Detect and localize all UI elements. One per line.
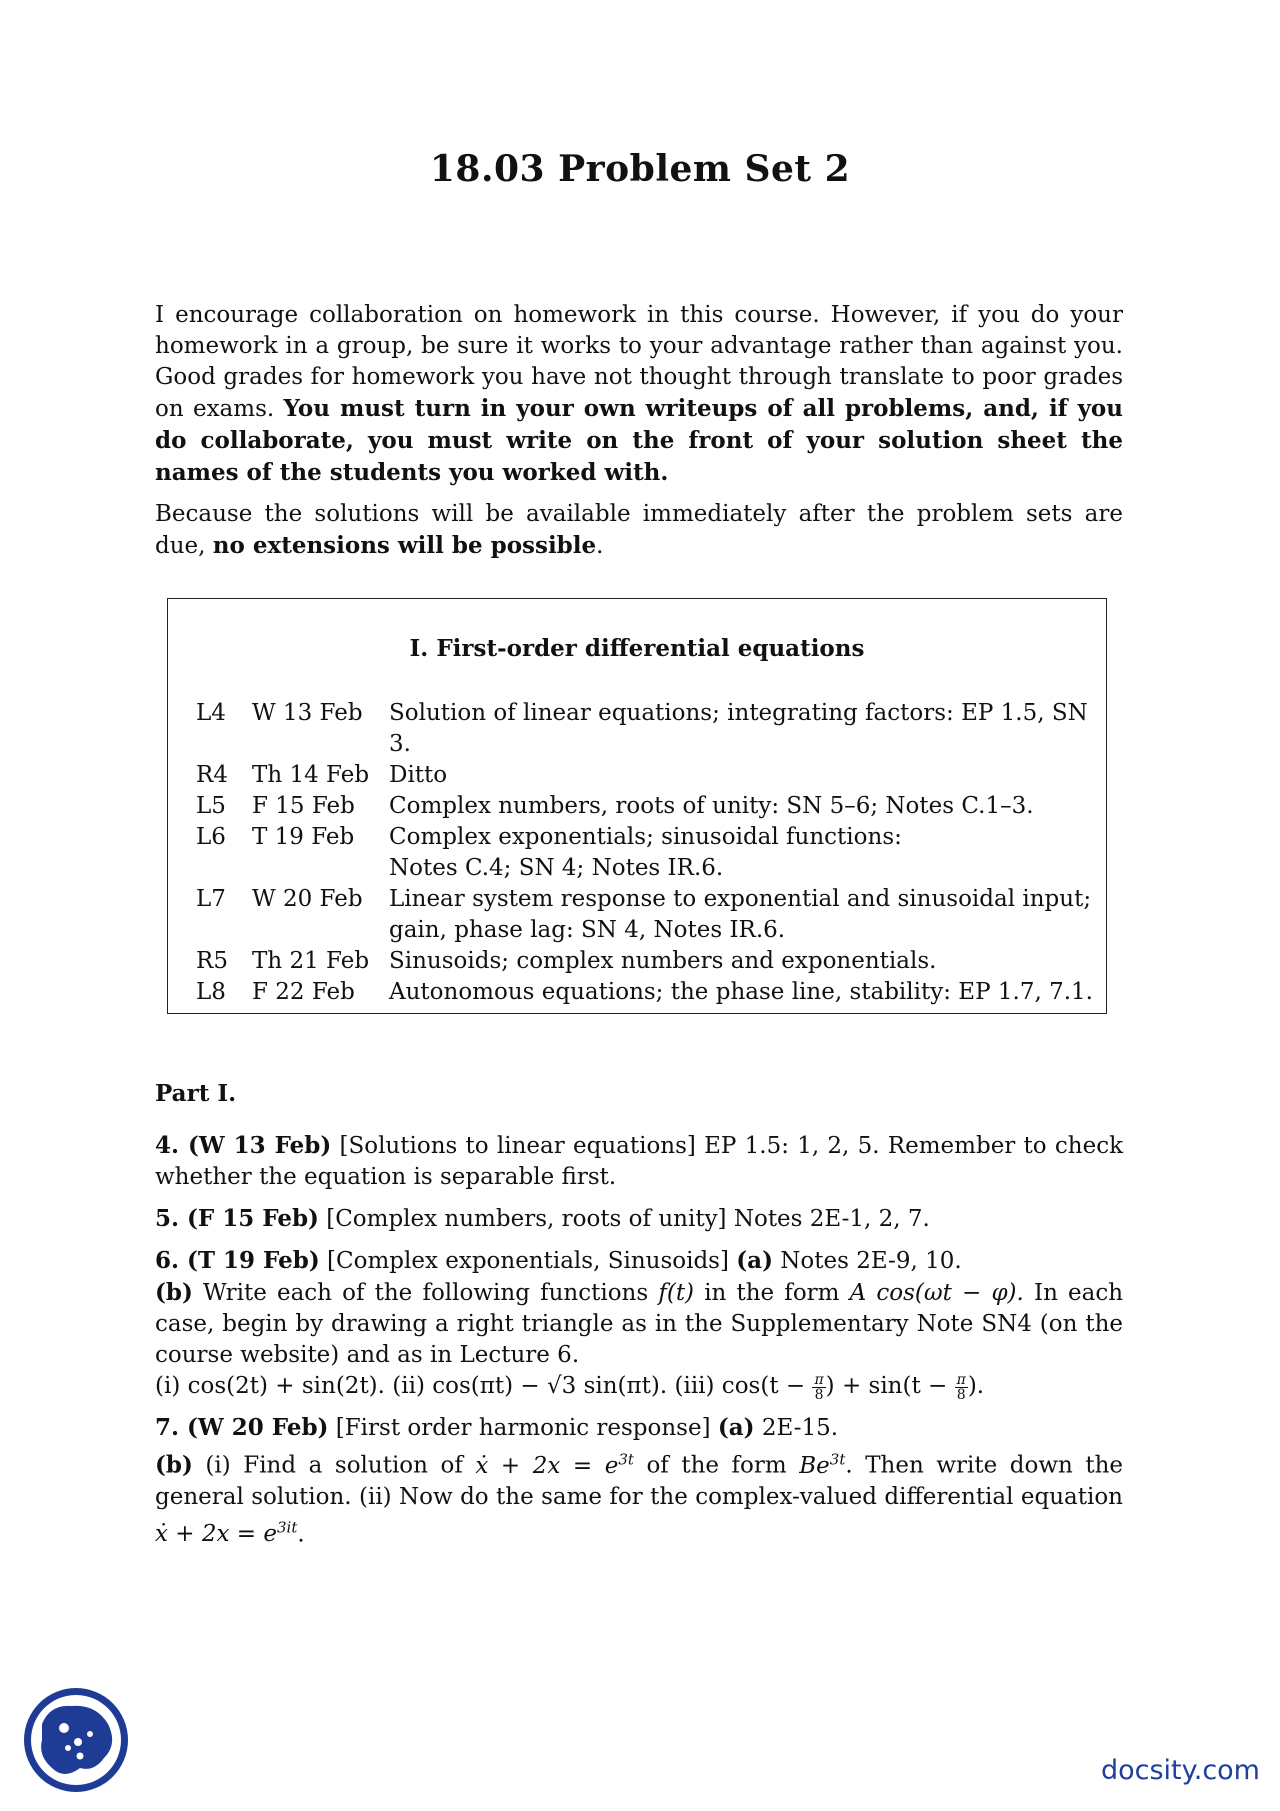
schedule-row	[196, 977, 1106, 1008]
problem-7-b-1: (i) Find a solution of	[205, 1452, 463, 1479]
schedule-date: F 15 Feb	[252, 793, 355, 819]
problem-4-head: 4. (W 13 Feb)	[155, 1132, 332, 1159]
part-heading: Part I.	[155, 1080, 237, 1107]
schedule-date: W 13 Feb	[252, 700, 363, 726]
problem-5	[155, 1203, 1123, 1235]
schedule-topic: Solution of linear equations; integrating factors: EP 1.5, SN 3.	[389, 700, 1088, 757]
schedule-row	[196, 760, 1106, 791]
problem-6-a-text: Notes 2E-9, 10.	[780, 1248, 962, 1274]
problem-7-eq1: ẋ + $2x = e^{3t}$	[475, 1450, 634, 1479]
intro-paragraph-2	[155, 499, 1123, 562]
schedule-date: T 19 Feb	[252, 824, 355, 850]
intro-p2-text: Because the solutions will be available immediately after the problem sets are due,	[155, 501, 1123, 559]
schedule-code: L7	[196, 886, 226, 912]
problem-6-iii-mid: ) + sin(t −	[825, 1373, 948, 1399]
problem-7-head: 7. (W 20 Feb)	[155, 1414, 329, 1441]
schedule-row	[196, 884, 1106, 946]
fraction-pi-over-8: $\frac{\pi}{8}$	[814, 1371, 824, 1403]
schedule-date: F 22 Feb	[252, 979, 355, 1005]
problem-7-b-2: of the form	[646, 1452, 787, 1479]
docsity-brand-link[interactable]: docsity.com	[1100, 1755, 1260, 1786]
intro-p2-bold: no extensions will be possible	[212, 532, 597, 559]
problem-7-b-label: (b)	[155, 1451, 193, 1479]
problem-6-b-ft: f(t)	[658, 1280, 695, 1306]
problem-6-iii-pre: (iii) cos(t −	[674, 1373, 806, 1399]
schedule-code: L5	[196, 793, 226, 819]
problem-6-i: (i) cos(2t) + sin(2t).	[155, 1373, 385, 1399]
schedule-code: L4	[196, 700, 226, 726]
problem-7-a-text: 2E-15.	[761, 1415, 839, 1441]
schedule-topic: Sinusoids; complex numbers and exponentials.	[389, 948, 937, 974]
problem-7-form: $Be^{3t}$	[799, 1450, 846, 1479]
problem-6-b-form: A cos(ωt − φ).	[849, 1280, 1024, 1306]
problem-7-text: [First order harmonic response]	[335, 1415, 711, 1441]
schedule-code: L6	[196, 824, 226, 850]
intro-p2-end: .	[596, 533, 604, 559]
fraction-pi-over-8: $\frac{\pi}{8}$	[956, 1371, 966, 1403]
schedule-date: W 20 Feb	[252, 886, 363, 912]
problem-6-iii-end: ).	[967, 1373, 985, 1399]
intro-paragraph-1	[155, 300, 1123, 489]
schedule-topic: Complex numbers, roots of unity: SN 5–6; Notes C.1–3.	[389, 793, 1034, 819]
problems-section	[155, 1078, 1123, 1560]
intro-p1-text: I encourage collaboration on homework in this course. However, if you do your homework in a group, be sure it works to your advantage rather than against you. Good grades for homework you have not thought through translate to poor grades on exams.	[155, 302, 1123, 422]
intro-p1-bold: You must turn in your own writeups of all problems, and, if you do collaborate, you must write on the front of your solution sheet the names of the students you worked with.	[155, 395, 1123, 486]
problem-6-b-label: (b)	[155, 1279, 193, 1306]
intro-section	[155, 300, 1123, 572]
schedule-row	[196, 946, 1106, 977]
schedule-date: Th 21 Feb	[252, 948, 370, 974]
problem-6-functions	[155, 1371, 1123, 1402]
problem-7-b-3: . Then write down the general solution. (ii) Now do the same for the complex-valued differential equation	[155, 1452, 1124, 1510]
page-title: 18.03 Problem Set 2	[429, 148, 851, 190]
schedule-code: R5	[196, 948, 228, 974]
schedule-code: R4	[196, 762, 228, 788]
docsity-logo-icon	[20, 1684, 132, 1796]
problem-7-a-label: (a)	[717, 1414, 755, 1441]
problem-4-text: [Solutions to linear equations] EP 1.5: 1, 2, 5. Remember to check whether the equation is separable first.	[155, 1133, 1124, 1190]
schedule-title: I. First-order differential equations	[409, 635, 865, 662]
schedule-topic: Linear system response to exponential and sinusoidal input; gain, phase lag: SN 4, Notes IR.6.	[389, 886, 1092, 943]
problem-5-head: 5. (F 15 Feb)	[155, 1205, 319, 1232]
schedule-row	[196, 822, 1106, 884]
schedule-topic: Complex exponentials; sinusoidal functions: Notes C.4; SN 4; Notes IR.6.	[389, 824, 902, 881]
problem-6-b-text-3: In each case, begin by drawing a right triangle as in the Supplementary Note SN4 (on the course website) and as in Lecture 6.	[155, 1280, 1124, 1368]
schedule-box	[167, 598, 1107, 1014]
schedule-code: L8	[196, 979, 226, 1005]
schedule-topic: Autonomous equations; the phase line, stability: EP 1.7, 7.1.	[389, 979, 1093, 1005]
problem-6-head: 6. (T 19 Feb)	[155, 1247, 320, 1274]
schedule-row	[196, 698, 1106, 760]
problem-5-text: [Complex numbers, roots of unity] Notes 2E-1, 2, 7.	[326, 1206, 930, 1232]
schedule-table	[196, 698, 1106, 1008]
problem-7	[155, 1412, 1123, 1550]
problem-6-text: [Complex exponentials, Sinusoids]	[327, 1248, 729, 1274]
problem-7-b-4: .	[297, 1521, 305, 1548]
problem-6-ii: (ii) cos(πt) − √3 sin(πt).	[392, 1373, 668, 1399]
problem-6-a-label: (a)	[736, 1247, 773, 1274]
problem-6-b-text-1: Write each of the following functions	[203, 1280, 649, 1306]
problem-4	[155, 1130, 1123, 1193]
problem-7-eq2: ẋ + $2x = e^{3it}$	[155, 1518, 298, 1548]
schedule-topic: Ditto	[389, 762, 448, 788]
problem-6	[155, 1245, 1123, 1402]
schedule-date: Th 14 Feb	[252, 762, 370, 788]
problem-6-b-text-2: in the form	[704, 1280, 840, 1306]
schedule-row	[196, 791, 1106, 822]
